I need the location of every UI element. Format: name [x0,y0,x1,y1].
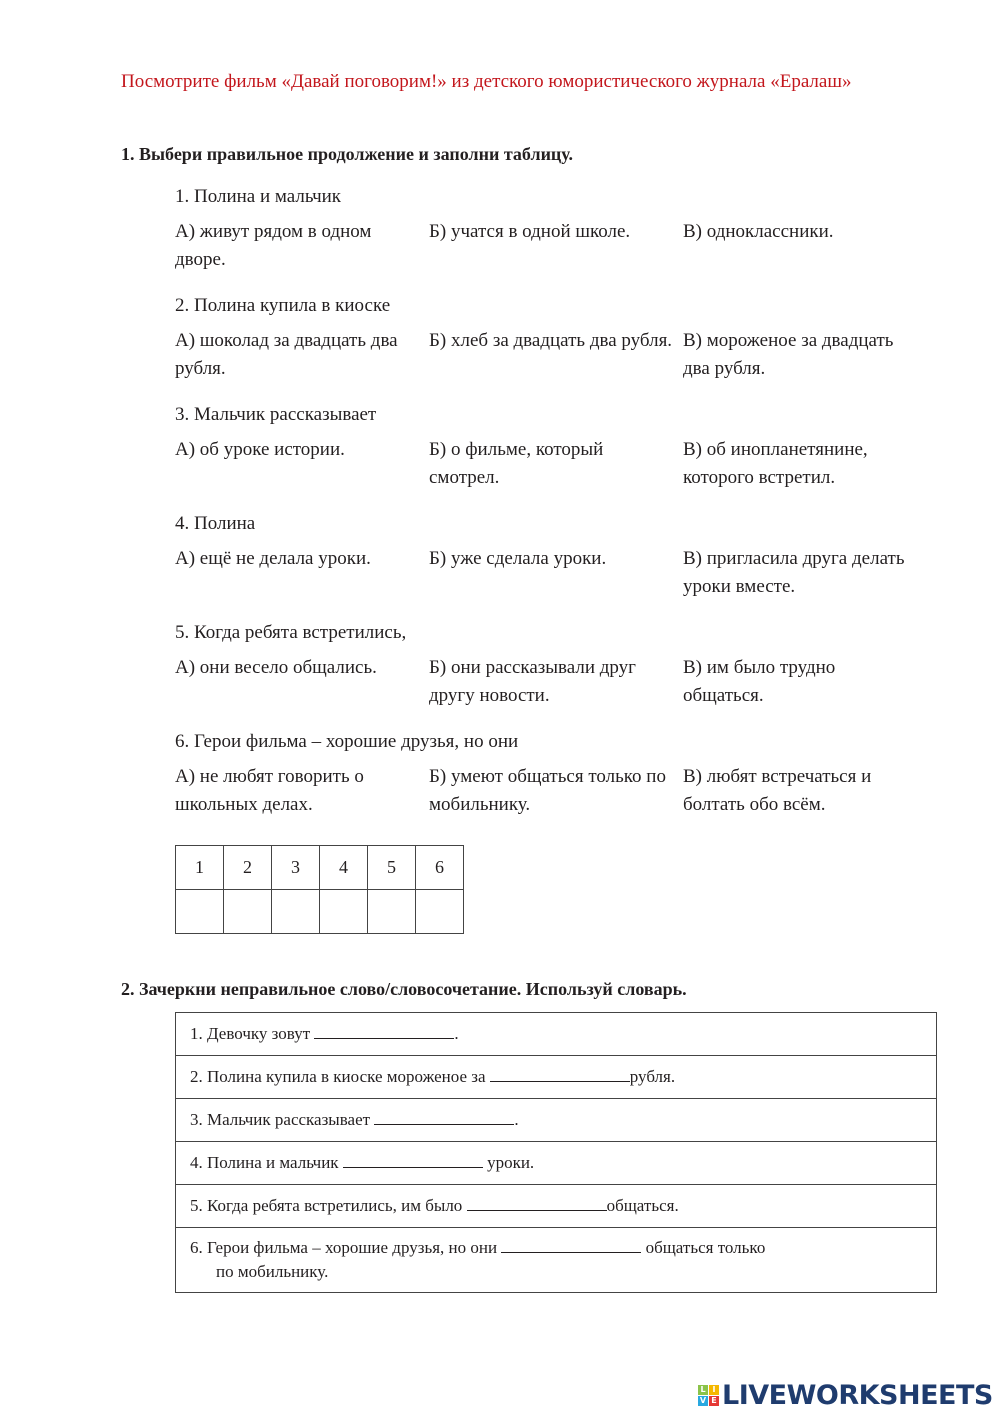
option-b: Б) они рассказывали друг другу новости. [429,657,636,706]
row-text-after: уроки. [482,1153,535,1172]
option-c: В) об инопланетянине, которого встретил. [683,439,868,488]
option-a: А) не любят говорить о школьных делах. [175,766,364,815]
blank-field[interactable] [314,1024,454,1039]
option-c: В) любят встречаться и болтать обо всём. [683,766,872,815]
answer-cell[interactable] [368,890,416,934]
task2-title: 2. Зачеркни неправильное слово/словосочетание. Используй словарь. [121,979,687,999]
option-a: А) шоколад за двадцать два рубля. [175,330,398,379]
fill-row [176,1013,937,1056]
fill-row [176,1185,937,1228]
row-text-after: рубля. [629,1067,676,1086]
answer-header: 2 [224,846,272,890]
answer-cell[interactable] [416,890,464,934]
answer-header: 1 [176,846,224,890]
fill-row [176,1099,937,1142]
row-text-after: . [514,1110,519,1129]
fill-row [176,1228,937,1293]
fill-row [176,1142,937,1185]
fill-table [175,1012,937,1293]
row-text-after: . [454,1024,459,1043]
answer-header: 5 [368,846,416,890]
row-text-line2: по мобильнику. [216,1262,329,1281]
answer-cell[interactable] [320,890,368,934]
option-c: В) мороженое за двадцать два рубля. [683,330,894,379]
option-b: Б) о фильме, который смотрел. [429,439,604,488]
blank-field[interactable] [467,1196,607,1211]
question-stem: 6. Герои фильма – хорошие друзья, но они [175,731,519,752]
option-a: А) живут рядом в одном дворе. [175,221,372,270]
option-a: А) ещё не делала уроки. [175,548,371,569]
option-b: Б) умеют общаться только по мобильнику. [429,766,666,815]
liveworksheets-logo: L I V E LIVEWORKSHEETS [699,1380,993,1411]
intro-text: Посмотрите фильм «Давай поговорим!» из детского юмористического журнала «Ералаш» [121,71,852,92]
answer-cell[interactable] [224,890,272,934]
option-c: В) пригласила друга делать уроки вместе. [683,548,905,597]
question-stem: 4. Полина [175,513,256,534]
option-a: А) они весело общались. [175,657,377,678]
answer-header: 6 [416,846,464,890]
row-text-before: 3. Мальчик рассказывает [190,1110,375,1129]
task1-title: 1. Выбери правильное продолжение и заполни таблицу. [121,144,574,164]
question-stem: 5. Когда ребята встретились, [175,622,407,643]
logo-cubes-icon: L I V E [698,1385,719,1406]
blank-field[interactable] [490,1067,630,1082]
option-a: А) об уроке истории. [175,439,345,460]
row-text-before: 1. Девочку зовут [190,1024,315,1043]
row-text-after: общаться только [641,1238,766,1257]
question-stem: 3. Мальчик рассказывает [175,404,377,425]
blank-field[interactable] [374,1110,514,1125]
answer-header: 3 [272,846,320,890]
answer-header: 4 [320,846,368,890]
answer-cell[interactable] [272,890,320,934]
question-stem: 2. Полина купила в киоске [175,295,391,316]
answer-table [175,845,464,934]
answer-cell[interactable] [176,890,224,934]
option-c: В) одноклассники. [683,221,834,242]
row-text-before: 5. Когда ребята встретились, им было [190,1196,467,1215]
row-text-after: общаться. [606,1196,679,1215]
option-c: В) им было трудно общаться. [683,657,836,706]
question-stem: 1. Полина и мальчик [175,186,342,207]
blank-field[interactable] [501,1238,641,1253]
option-b: Б) учатся в одной школе. [429,221,631,242]
option-b: Б) уже сделала уроки. [429,548,607,569]
option-b: Б) хлеб за двадцать два рубля. [429,330,673,351]
row-text-before: 2. Полина купила в киоске мороженое за [190,1067,490,1086]
blank-field[interactable] [343,1153,483,1168]
fill-row [176,1056,937,1099]
row-text-before: 4. Полина и мальчик [190,1153,343,1172]
row-text-before: 6. Герои фильма – хорошие друзья, но они [190,1238,502,1257]
